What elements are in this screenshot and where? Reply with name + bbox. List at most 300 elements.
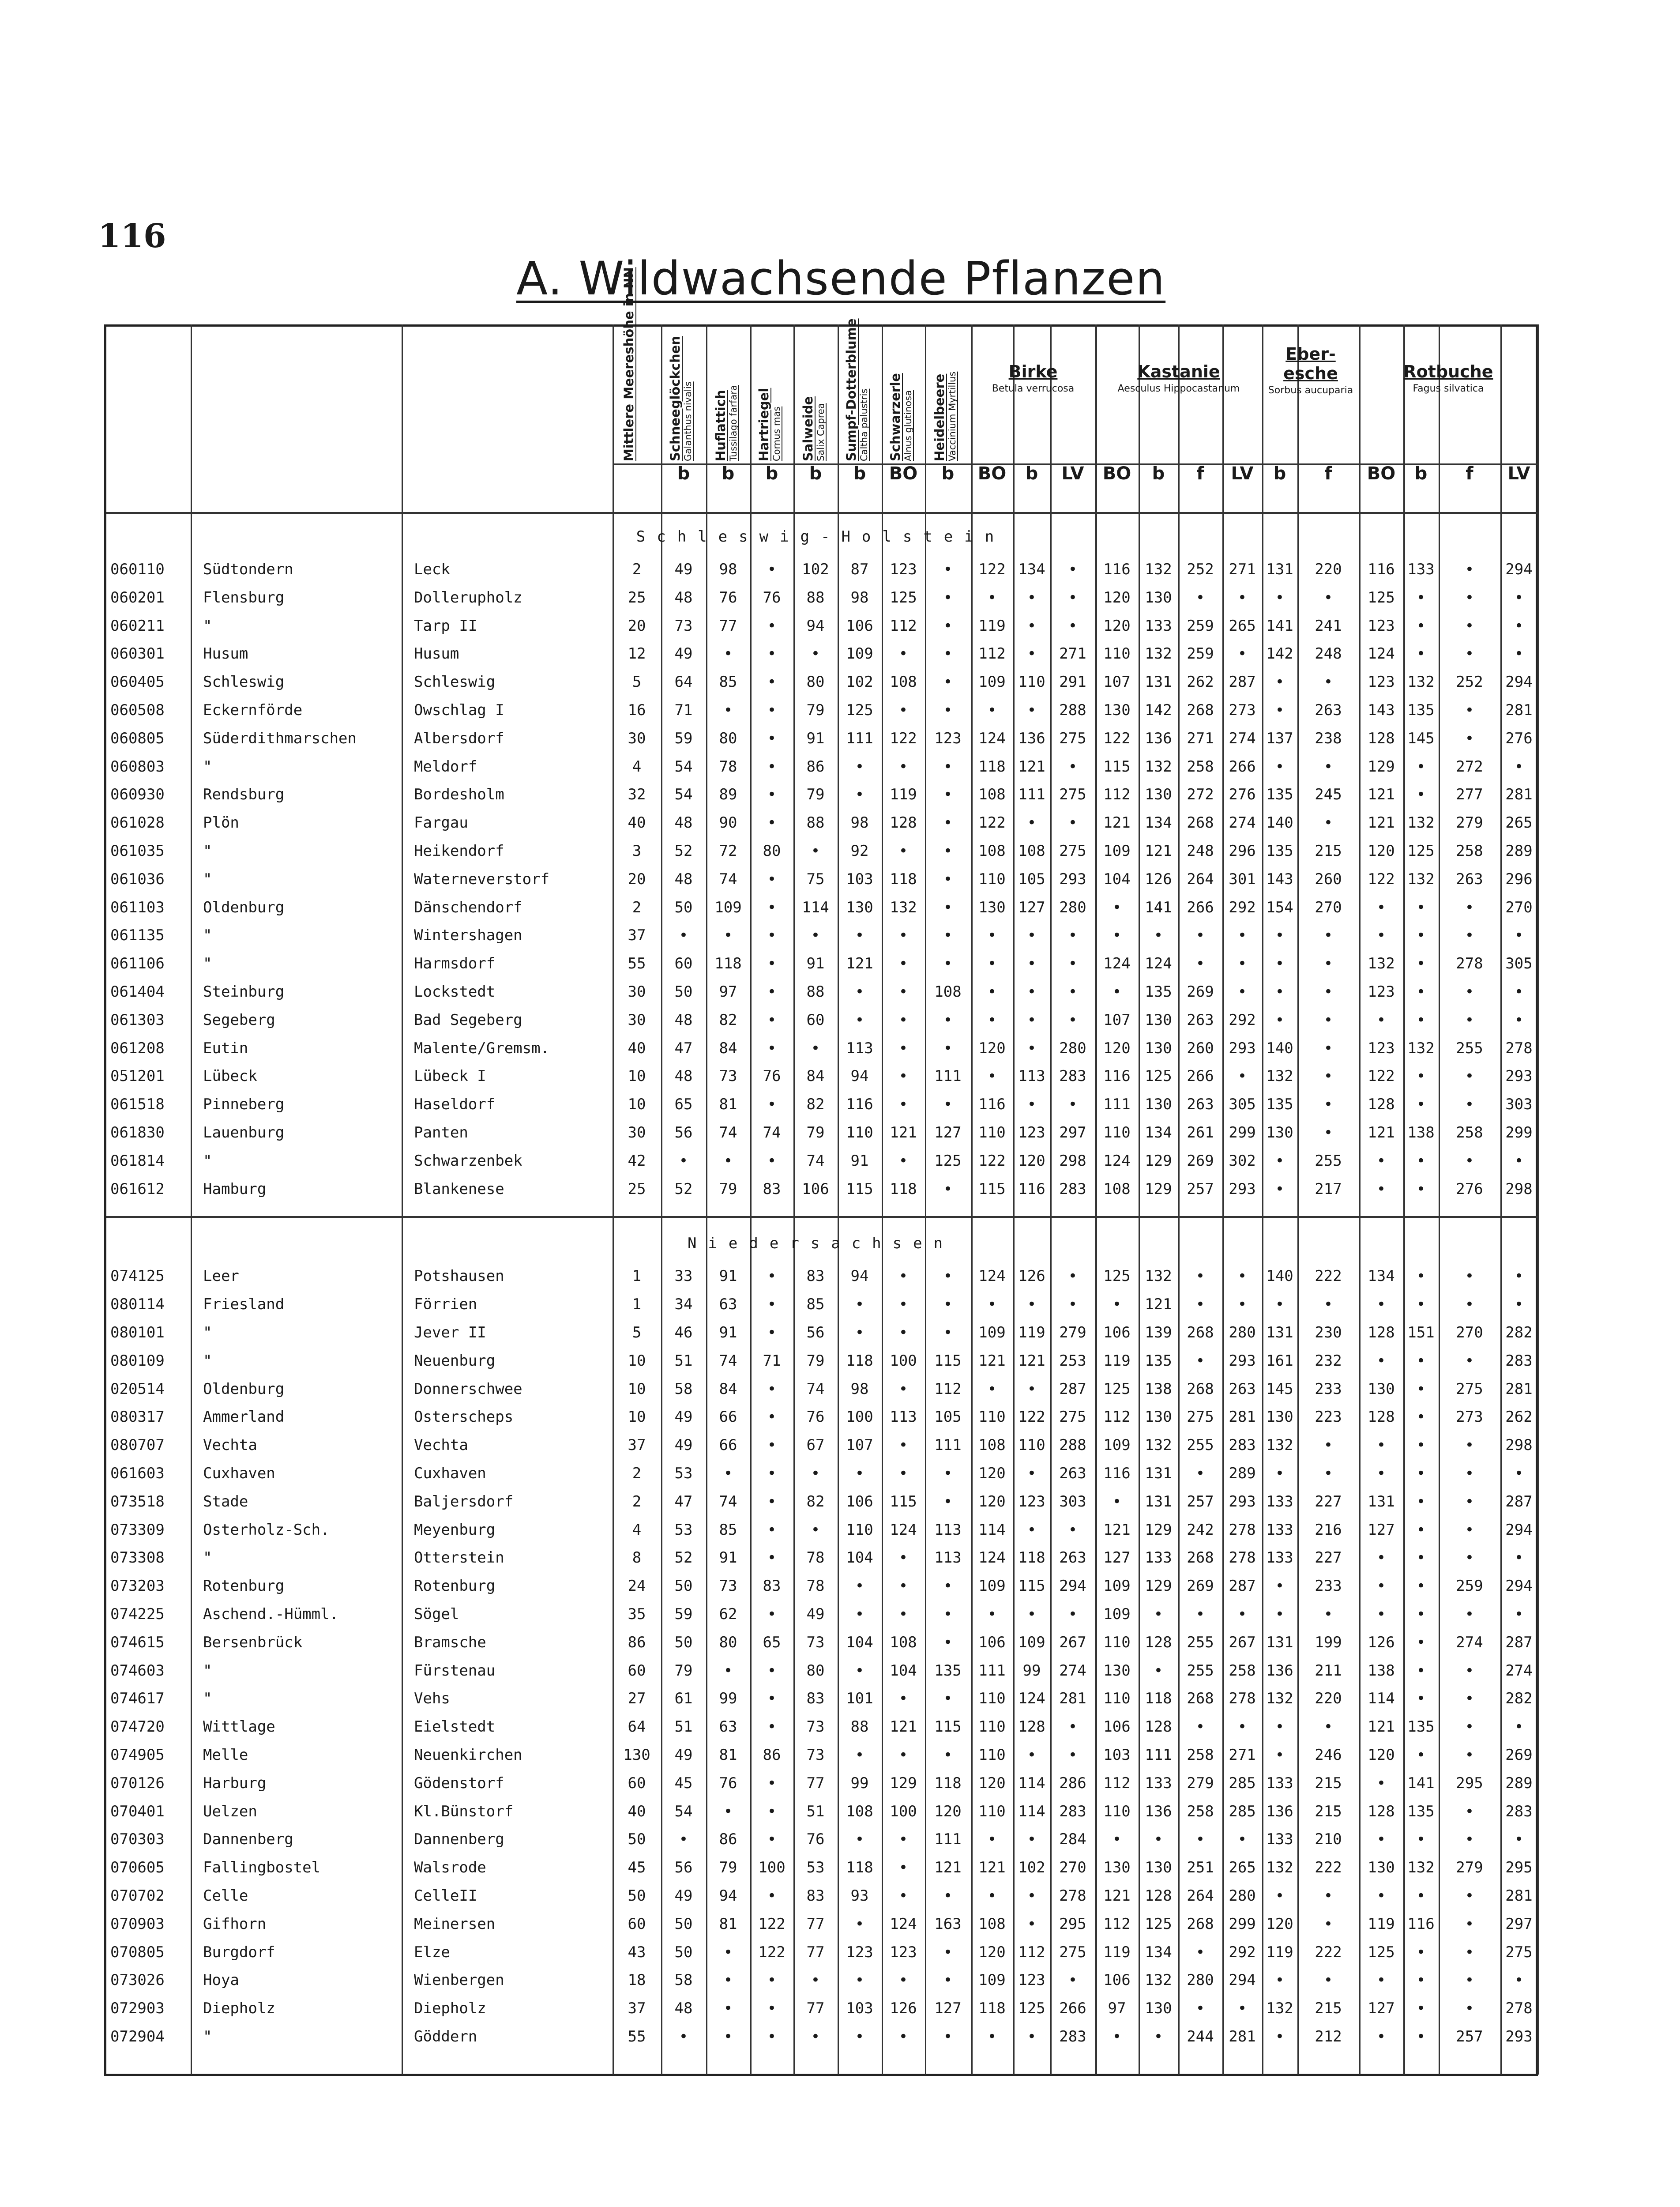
row-value: • — [1237, 1718, 1247, 1736]
vertical-header-4 — [801, 329, 826, 461]
row-code: 080101 — [110, 1324, 165, 1341]
row-value: 49 — [674, 1746, 693, 1764]
row-value: 49 — [806, 1605, 825, 1623]
row-value: 45 — [674, 1774, 693, 1792]
row-kreis: Pinneberg — [203, 1096, 285, 1114]
row-value: 255 — [1456, 1039, 1483, 1057]
row-value: 18 — [628, 1971, 646, 1989]
row-value: 110 — [1103, 1633, 1131, 1651]
row-value: • — [1465, 1067, 1474, 1085]
row-code: 070903 — [110, 1915, 165, 1933]
row-value: 108 — [978, 786, 1006, 804]
row-value: 92 — [850, 842, 869, 860]
row-value: 269 — [1187, 1152, 1214, 1170]
row-value: 85 — [806, 1296, 825, 1314]
row-code: 060803 — [110, 757, 165, 776]
row-value: • — [1323, 1067, 1333, 1085]
row-value: 119 — [1103, 1943, 1131, 1961]
row-value: 130 — [846, 898, 873, 916]
row-value: 123 — [1368, 1039, 1395, 1057]
row-value: 73 — [806, 1746, 825, 1764]
row-value: 125 — [1103, 1380, 1131, 1398]
row-value: • — [1027, 588, 1037, 606]
row-value: 266 — [1187, 1067, 1214, 1085]
row-value: 123 — [1368, 673, 1395, 691]
row-value: 125 — [1407, 842, 1435, 860]
group-header-name: Rotbuche — [1403, 362, 1493, 381]
row-value: 16 — [628, 701, 646, 719]
row-value: 269 — [1187, 1577, 1214, 1595]
row-value: 59 — [674, 729, 693, 747]
row-kreis: " — [203, 1661, 212, 1680]
row-value: 292 — [1229, 1943, 1256, 1961]
row-value: • — [1195, 955, 1205, 973]
row-value: 136 — [1266, 1802, 1293, 1820]
row-value: 281 — [1505, 786, 1533, 804]
row-value: • — [1154, 1605, 1163, 1623]
row-value: 114 — [978, 1521, 1006, 1539]
row-value: • — [1068, 617, 1078, 635]
row-value: • — [723, 645, 733, 663]
row-code: 080114 — [110, 1296, 165, 1314]
row-value: • — [943, 1943, 953, 1961]
row-value: • — [1237, 955, 1247, 973]
row-value: 66 — [719, 1408, 737, 1426]
row-value: 266 — [1059, 2000, 1086, 2018]
row-value: • — [1027, 1605, 1037, 1623]
row-code: 073518 — [110, 1492, 165, 1510]
row-value: • — [1376, 1296, 1386, 1314]
row-value: 119 — [890, 786, 917, 804]
row-value: 295 — [1456, 1774, 1483, 1792]
row-value: • — [767, 1465, 777, 1482]
row-value: • — [898, 1830, 908, 1849]
row-value: 120 — [1368, 1746, 1395, 1764]
row-value: • — [1376, 1436, 1386, 1454]
row-ort: Schleswig — [414, 673, 496, 691]
row-value: • — [1195, 1605, 1205, 1623]
row-value: 51 — [806, 1802, 825, 1820]
row-value: 106 — [1103, 1324, 1131, 1341]
row-kreis: Bersenbrück — [203, 1633, 303, 1651]
row-value: 111 — [846, 729, 873, 747]
row-value: 280 — [1229, 1887, 1256, 1905]
row-value: 132 — [1145, 645, 1172, 663]
row-value: 258 — [1187, 1802, 1214, 1820]
row-value: 128 — [1368, 729, 1395, 747]
page-title: A. Wildwachsende Pflanzen — [516, 252, 1166, 305]
row-ort: Lockstedt — [414, 983, 496, 1001]
row-value: 281 — [1059, 1690, 1086, 1708]
row-value: • — [855, 983, 864, 1001]
row-value: 268 — [1187, 1690, 1214, 1708]
row-value: 107 — [1103, 673, 1131, 691]
row-value: 211 — [1315, 1661, 1342, 1680]
row-value: 118 — [846, 1352, 873, 1370]
row-value: 108 — [978, 1436, 1006, 1454]
row-value: • — [767, 1296, 777, 1314]
row-value: 131 — [1266, 1324, 1293, 1341]
row-value: 303 — [1059, 1492, 1086, 1510]
row-value: • — [1275, 673, 1285, 691]
row-value: 267 — [1059, 1633, 1086, 1651]
row-value: • — [898, 1067, 908, 1085]
row-value: 124 — [978, 729, 1006, 747]
row-value: 263 — [1229, 1380, 1256, 1398]
row-ort: Schwarzenbek — [414, 1152, 522, 1170]
row-value: 275 — [1059, 1943, 1086, 1961]
row-code: 074617 — [110, 1690, 165, 1708]
row-value: • — [811, 1971, 820, 1989]
row-value: 77 — [719, 617, 737, 635]
row-value: 66 — [719, 1436, 737, 1454]
row-value: 120 — [978, 1039, 1006, 1057]
row-code: 061036 — [110, 870, 165, 888]
row-value: • — [767, 645, 777, 663]
row-value: 283 — [1505, 1802, 1533, 1820]
row-value: 12 — [628, 645, 646, 663]
row-value: 299 — [1505, 1124, 1533, 1141]
row-value: • — [898, 1296, 908, 1314]
row-value: 248 — [1187, 842, 1214, 860]
row-value: • — [898, 1549, 908, 1567]
row-value: • — [1465, 1830, 1474, 1849]
row-value: • — [1154, 1661, 1163, 1680]
row-value: 5 — [632, 1324, 642, 1341]
row-value: • — [1465, 1465, 1474, 1482]
row-kreis: Lübeck — [203, 1067, 257, 1085]
row-value: • — [767, 1549, 777, 1567]
row-value: 113 — [890, 1408, 917, 1426]
row-value: 124 — [1103, 955, 1131, 973]
row-value: 108 — [1103, 1180, 1131, 1198]
row-value: 101 — [846, 1690, 873, 1708]
row-value: 122 — [890, 729, 917, 747]
row-value: • — [1416, 786, 1426, 804]
row-value: 122 — [978, 561, 1006, 578]
row-code: 080109 — [110, 1352, 165, 1370]
row-value: 118 — [934, 1774, 962, 1792]
row-value: 74 — [763, 1124, 781, 1141]
row-value: • — [767, 1830, 777, 1849]
row-value: 216 — [1315, 1521, 1342, 1539]
row-value: 281 — [1505, 1380, 1533, 1398]
row-value: 4 — [632, 757, 642, 776]
row-value: 55 — [628, 2028, 646, 2045]
row-value: • — [1376, 1774, 1386, 1792]
row-value: • — [1465, 645, 1474, 663]
row-value: • — [1416, 1352, 1426, 1370]
row-value: 293 — [1229, 1180, 1256, 1198]
row-kreis: Oldenburg — [203, 1380, 285, 1398]
row-value: 255 — [1315, 1152, 1342, 1170]
row-value: • — [1323, 757, 1333, 776]
row-value: • — [1465, 1296, 1474, 1314]
row-kreis: Ammerland — [203, 1408, 285, 1426]
row-value: • — [1323, 1039, 1333, 1057]
row-value: 130 — [1145, 588, 1172, 606]
row-value: 125 — [1368, 588, 1395, 606]
row-value: 74 — [806, 1152, 825, 1170]
row-value: 294 — [1505, 1577, 1533, 1595]
subcol-label: LV — [1061, 463, 1084, 484]
vertical-header-0 — [621, 267, 636, 461]
row-kreis: Flensburg — [203, 588, 285, 606]
row-value: 110 — [846, 1124, 873, 1141]
row-code: 074905 — [110, 1746, 165, 1764]
row-value: • — [767, 701, 777, 719]
row-value: 2 — [632, 561, 642, 578]
subcol-label: f — [1324, 463, 1332, 484]
row-value: 24 — [628, 1577, 646, 1595]
row-value: • — [1323, 955, 1333, 973]
row-value: • — [1416, 1067, 1426, 1085]
row-value: 111 — [1018, 786, 1045, 804]
row-code: 061208 — [110, 1039, 165, 1057]
row-value: 120 — [1103, 1039, 1131, 1057]
row-value: 56 — [674, 1859, 693, 1877]
row-value: • — [1027, 1830, 1037, 1849]
row-value: 65 — [763, 1633, 781, 1651]
row-value: • — [898, 1887, 908, 1905]
subcol-label: f — [1466, 463, 1473, 484]
row-value: 47 — [674, 1492, 693, 1510]
row-value: 102 — [1018, 1859, 1045, 1877]
row-value: • — [855, 1746, 864, 1764]
row-ort: Baljersdorf — [414, 1492, 514, 1510]
row-value: 257 — [1187, 1492, 1214, 1510]
row-value: 3 — [632, 842, 642, 860]
row-value: 289 — [1505, 842, 1533, 860]
row-value: • — [767, 1039, 777, 1057]
row-value: 80 — [806, 673, 825, 691]
row-value: 122 — [978, 814, 1006, 832]
row-value: 253 — [1059, 1352, 1086, 1370]
row-value: 108 — [890, 673, 917, 691]
row-value: 124 — [1103, 1152, 1131, 1170]
row-value: • — [943, 1971, 953, 1989]
row-value: 121 — [1018, 757, 1045, 776]
row-value: • — [1416, 1296, 1426, 1314]
row-value: 91 — [719, 1549, 737, 1567]
row-kreis: Segeberg — [203, 1011, 275, 1029]
row-kreis: Burgdorf — [203, 1943, 275, 1961]
row-value: 91 — [806, 729, 825, 747]
row-value: 123 — [1018, 1971, 1045, 1989]
row-value: 125 — [846, 701, 873, 719]
row-value: 125 — [890, 588, 917, 606]
row-kreis: Cuxhaven — [203, 1465, 275, 1482]
row-value: 118 — [890, 870, 917, 888]
row-value: • — [1237, 2000, 1247, 2018]
row-value: 88 — [850, 1718, 869, 1736]
row-kreis: Plön — [203, 814, 239, 832]
row-value: 91 — [719, 1267, 737, 1285]
row-kreis: " — [203, 757, 212, 776]
row-value: • — [1275, 983, 1285, 1001]
page-number: 116 — [98, 217, 166, 255]
row-value: 78 — [806, 1577, 825, 1595]
row-value: 113 — [934, 1549, 962, 1567]
subcol-label: b — [941, 463, 955, 484]
row-value: 161 — [1266, 1352, 1293, 1370]
row-value: 10 — [628, 1067, 646, 1085]
row-value: • — [987, 1011, 997, 1029]
row-value: 48 — [674, 870, 693, 888]
row-value: 129 — [1145, 1152, 1172, 1170]
row-value: 51 — [674, 1718, 693, 1736]
row-value: 123 — [1018, 1492, 1045, 1510]
row-value: 128 — [1145, 1633, 1172, 1651]
row-value: 116 — [1407, 1915, 1435, 1933]
row-value: 120 — [1266, 1915, 1293, 1933]
row-value: 105 — [934, 1408, 962, 1426]
row-value: 220 — [1315, 1690, 1342, 1708]
row-value: 140 — [1266, 814, 1293, 832]
row-value: • — [1376, 926, 1386, 945]
row-value: • — [1323, 1605, 1333, 1623]
row-ort: Walsrode — [414, 1859, 486, 1877]
row-value: • — [767, 1887, 777, 1905]
row-value: 76 — [763, 1067, 781, 1085]
row-value: 77 — [806, 1915, 825, 1933]
row-value: 79 — [674, 1661, 693, 1680]
row-value: • — [1416, 1380, 1426, 1398]
row-value: 116 — [1103, 1067, 1131, 1085]
row-code: 073026 — [110, 1971, 165, 1989]
row-value: 10 — [628, 1408, 646, 1426]
row-value: • — [1416, 1096, 1426, 1114]
row-value: 40 — [628, 1802, 646, 1820]
subcol-label: BO — [977, 463, 1007, 484]
row-value: 115 — [1103, 757, 1131, 776]
row-value: • — [723, 2028, 733, 2045]
col-divider — [1537, 324, 1539, 2075]
row-value: 145 — [1407, 729, 1435, 747]
row-value: 48 — [674, 2000, 693, 2018]
row-value: 294 — [1229, 1971, 1256, 1989]
row-value: 130 — [1145, 1408, 1172, 1426]
row-value: 75 — [806, 870, 825, 888]
row-value: 279 — [1456, 814, 1483, 832]
row-value: • — [987, 1887, 997, 1905]
row-value: • — [1027, 926, 1037, 945]
row-value: 79 — [719, 1180, 737, 1198]
row-value: 294 — [1505, 673, 1533, 691]
row-value: 108 — [978, 1915, 1006, 1933]
row-value: 99 — [1022, 1661, 1041, 1680]
row-value: 76 — [719, 1774, 737, 1792]
row-value: 84 — [719, 1039, 737, 1057]
row-value: 131 — [1368, 1492, 1395, 1510]
row-value: 127 — [1018, 898, 1045, 916]
row-value: 297 — [1059, 1124, 1086, 1141]
row-value: • — [1027, 1465, 1037, 1482]
row-value: 120 — [1103, 588, 1131, 606]
row-value: 295 — [1059, 1915, 1086, 1933]
row-value: • — [767, 983, 777, 1001]
row-code: 070126 — [110, 1774, 165, 1792]
row-code: 060201 — [110, 588, 165, 606]
row-value: 263 — [1187, 1011, 1214, 1029]
row-value: 80 — [719, 729, 737, 747]
row-value: 88 — [806, 814, 825, 832]
row-value: • — [1323, 926, 1333, 945]
row-value: 131 — [1145, 673, 1172, 691]
row-value: 84 — [806, 1067, 825, 1085]
row-value: 132 — [1407, 814, 1435, 832]
row-value: 215 — [1315, 1774, 1342, 1792]
row-value: 262 — [1505, 1408, 1533, 1426]
row-value: • — [1237, 983, 1247, 1001]
row-value: 133 — [1145, 1549, 1172, 1567]
row-value: 40 — [628, 1039, 646, 1057]
row-value: 130 — [1145, 1859, 1172, 1877]
row-value: 222 — [1315, 1267, 1342, 1285]
row-value: • — [811, 1465, 820, 1482]
row-value: 212 — [1315, 2028, 1342, 2045]
row-value: 54 — [674, 757, 693, 776]
row-value: 106 — [978, 1633, 1006, 1651]
row-value: • — [1465, 1718, 1474, 1736]
row-value: • — [767, 2028, 777, 2045]
row-kreis: Gifhorn — [203, 1915, 267, 1933]
row-value: 261 — [1187, 1124, 1214, 1141]
row-value: • — [767, 1096, 777, 1114]
col-divider — [191, 324, 192, 2075]
row-value: • — [1416, 1408, 1426, 1426]
row-ort: Cuxhaven — [414, 1465, 486, 1482]
row-value: 287 — [1505, 1492, 1533, 1510]
row-ort: Albersdorf — [414, 729, 504, 747]
row-value: • — [898, 701, 908, 719]
row-value: • — [1027, 701, 1037, 719]
row-code: 074125 — [110, 1267, 165, 1285]
row-value: 110 — [978, 1124, 1006, 1141]
row-value: • — [855, 1011, 864, 1029]
row-value: 54 — [674, 786, 693, 804]
row-ort: Bad Segeberg — [414, 1011, 522, 1029]
row-value: 52 — [674, 1180, 693, 1198]
row-value: 53 — [674, 1521, 693, 1539]
row-value: • — [1068, 1011, 1078, 1029]
row-value: • — [723, 1971, 733, 1989]
row-value: • — [855, 1605, 864, 1623]
row-value: 217 — [1315, 1180, 1342, 1198]
row-value: 125 — [1018, 2000, 1045, 2018]
row-value: 124 — [890, 1915, 917, 1933]
row-value: • — [1154, 926, 1163, 945]
row-value: 111 — [1145, 1746, 1172, 1764]
row-value: • — [767, 955, 777, 973]
row-value: 110 — [1018, 673, 1045, 691]
row-value: 270 — [1456, 1324, 1483, 1341]
row-value: • — [855, 1830, 864, 1849]
row-code: 060405 — [110, 673, 165, 691]
row-value: 125 — [1103, 1267, 1131, 1285]
row-value: • — [1275, 1887, 1285, 1905]
row-ort: Diepholz — [414, 2000, 486, 2018]
row-value: • — [1237, 588, 1247, 606]
row-value: • — [987, 588, 997, 606]
vertical-header-3 — [756, 329, 782, 461]
row-value: 50 — [628, 1887, 646, 1905]
row-value: 99 — [719, 1690, 737, 1708]
subcol-label: b — [1152, 463, 1165, 484]
row-value: 134 — [1368, 1267, 1395, 1285]
row-value: 258 — [1187, 757, 1214, 776]
row-ort: Tarp II — [414, 617, 477, 635]
